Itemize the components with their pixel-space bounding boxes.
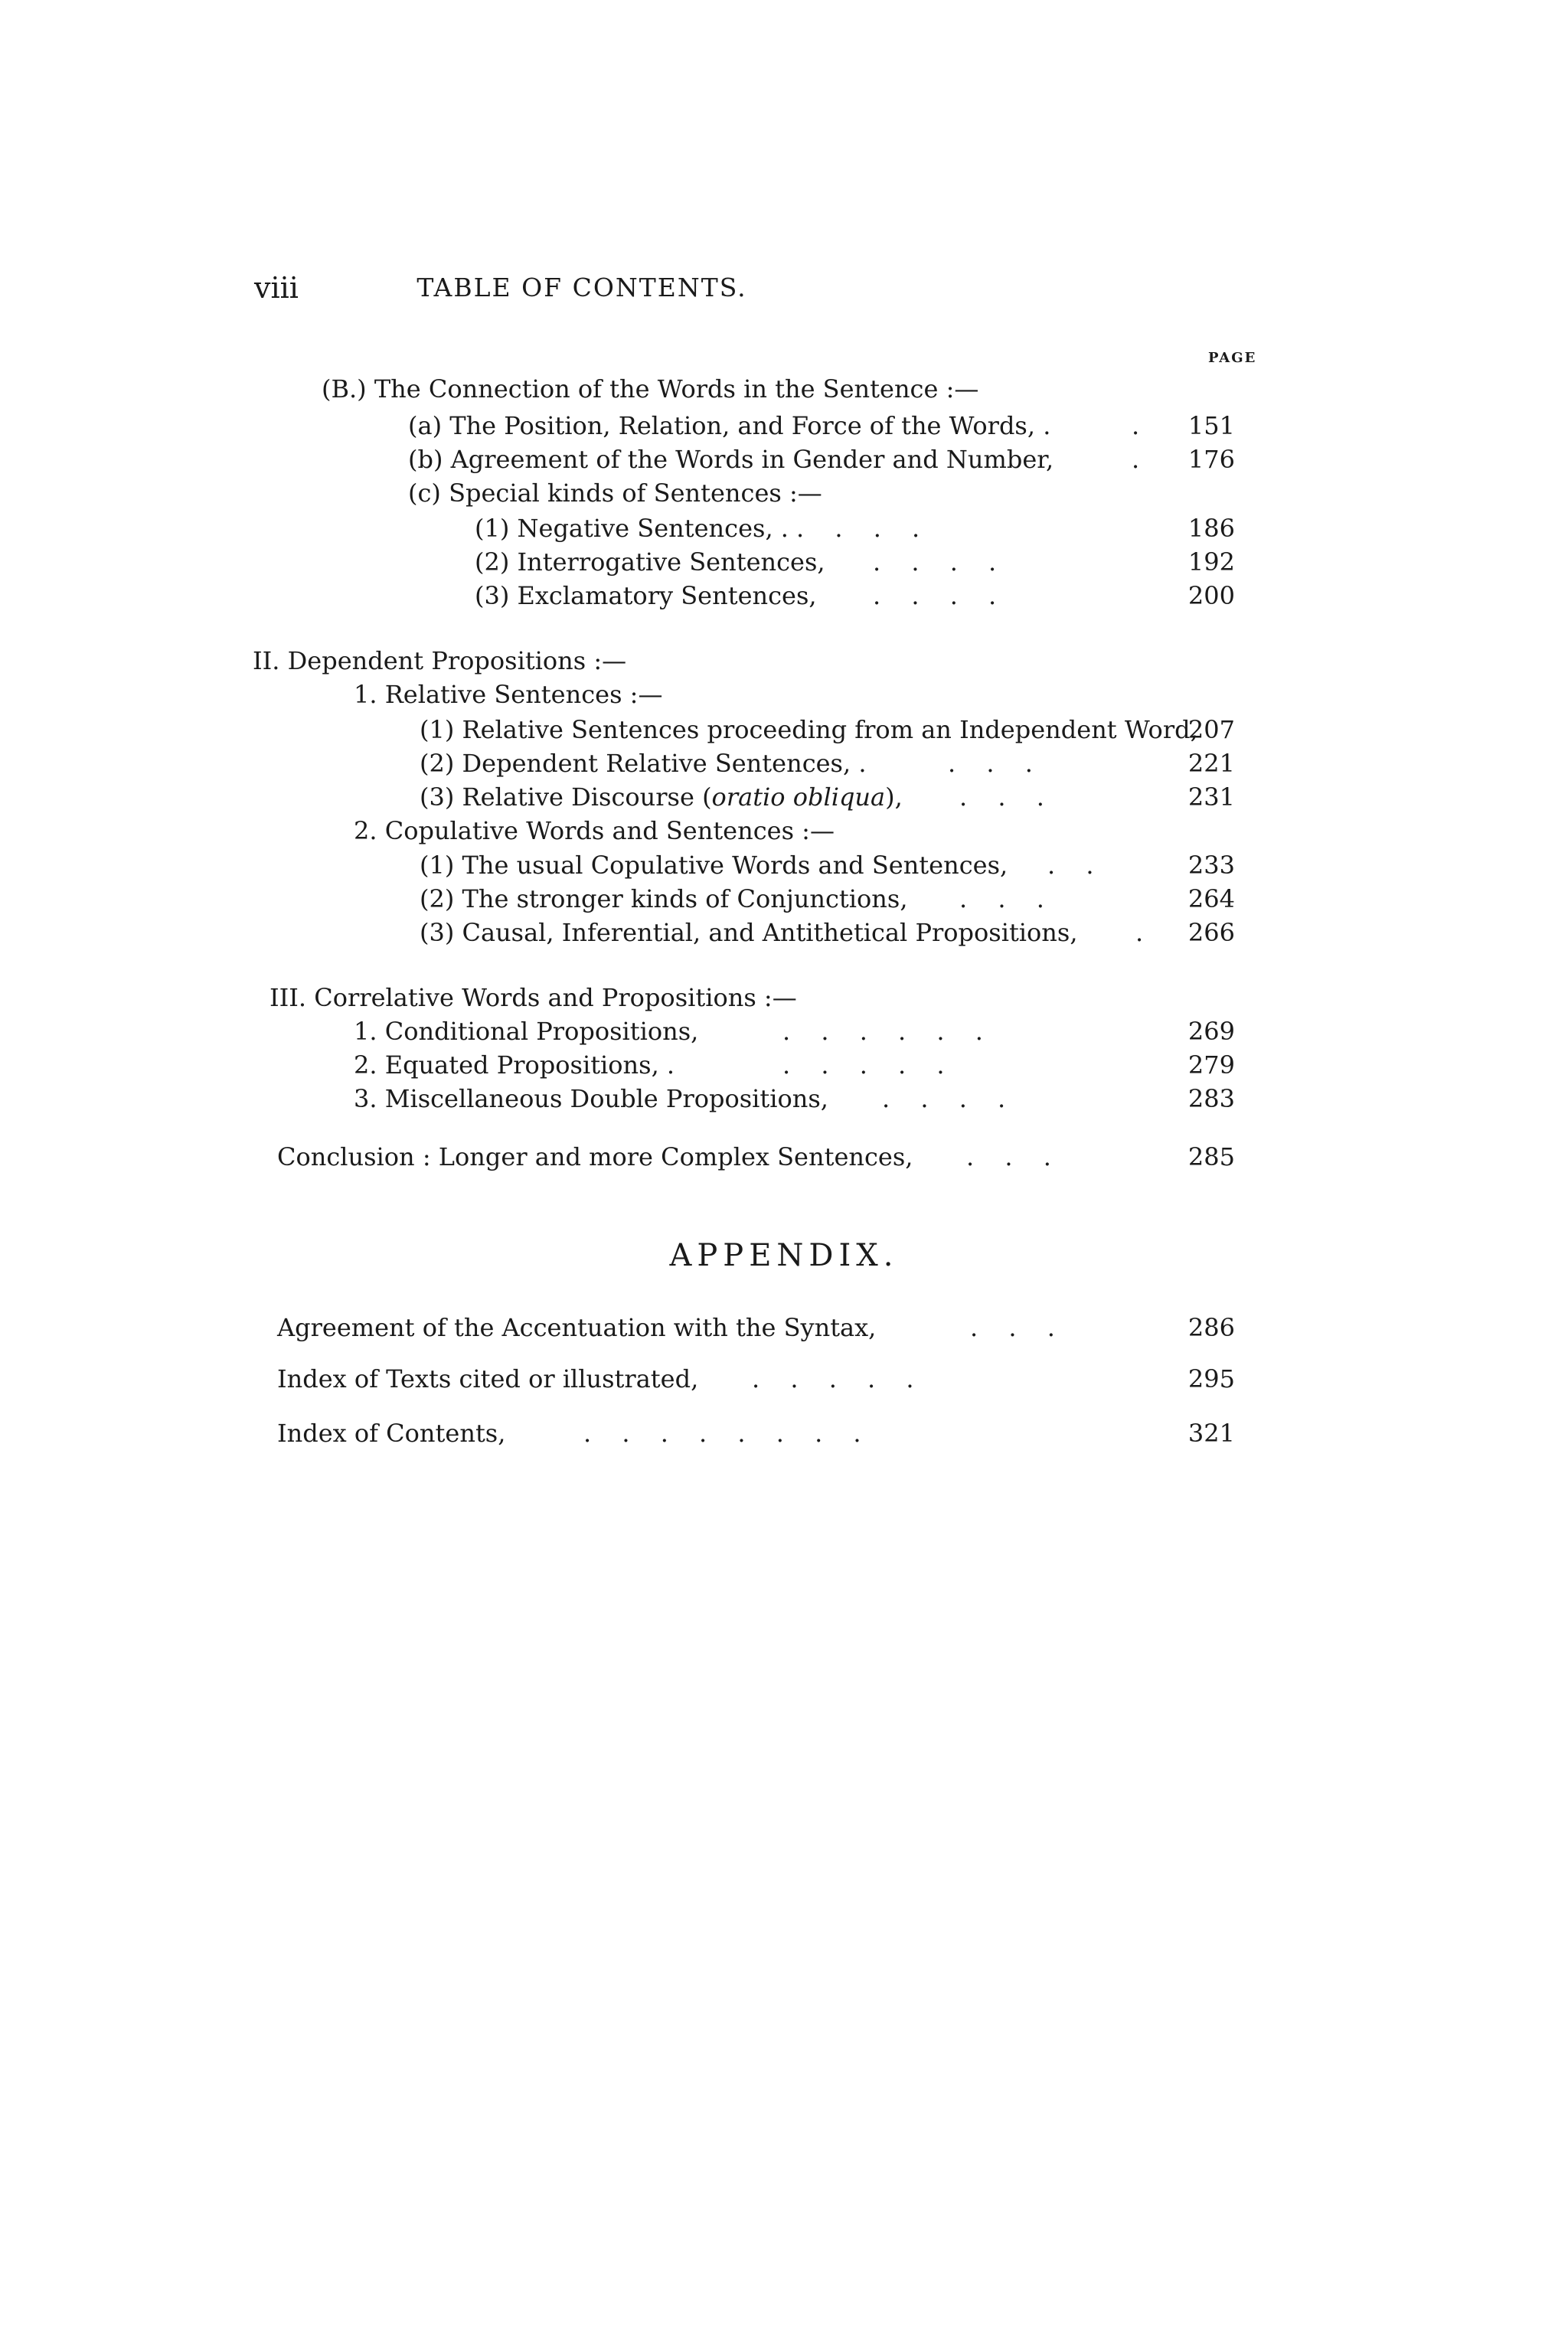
leader-dots: . . . . bbox=[796, 514, 920, 543]
leader-dots: . . . bbox=[959, 782, 1044, 812]
leader-dots: . bbox=[1132, 445, 1140, 474]
entry-page: 321 bbox=[1187, 1419, 1235, 1448]
entry-label: (a) The Position, Relation, and Force of the Words, . bbox=[408, 411, 1051, 440]
entry-label: 2. Equated Propositions, . bbox=[354, 1050, 675, 1080]
entry-label: II. Dependent Propositions :— bbox=[253, 646, 627, 675]
entry-page: 279 bbox=[1187, 1050, 1235, 1080]
entry-page: 283 bbox=[1187, 1084, 1235, 1113]
entry-label: (3) Relative Discourse (oratio obliqua), bbox=[420, 782, 903, 812]
entry-label: (1) Relative Sentences proceeding from an Independent Word, bbox=[420, 715, 1198, 744]
leader-dots: . . . bbox=[959, 884, 1044, 913]
entry-page: 186 bbox=[1187, 514, 1235, 543]
leader-dots: . . . . bbox=[873, 547, 997, 577]
entry-label: (1) Negative Sentences, . bbox=[475, 514, 789, 543]
entry-page: 231 bbox=[1187, 782, 1235, 812]
entry-label: (B.) The Connection of the Words in the Sentence :— bbox=[322, 374, 979, 403]
page-number: viii bbox=[254, 271, 299, 305]
entry-label: (1) The usual Copulative Words and Sentences, bbox=[420, 851, 1008, 880]
leader-dots: . . . . . . bbox=[782, 1017, 983, 1046]
entry-page: 266 bbox=[1187, 918, 1235, 947]
entry-page: 176 bbox=[1187, 445, 1235, 474]
entry-page: 192 bbox=[1187, 547, 1235, 577]
leader-dots: . . . bbox=[948, 749, 1033, 778]
leader-dots: . . . . . bbox=[752, 1364, 914, 1393]
entry-label: (b) Agreement of the Words in Gender and Number, bbox=[408, 445, 1054, 474]
entry-label: 2. Copulative Words and Sentences :— bbox=[354, 816, 835, 845]
leader-dots: . . . bbox=[966, 1142, 1051, 1171]
entry-page: 269 bbox=[1187, 1017, 1235, 1046]
entry-label: Index of Texts cited or illustrated, bbox=[277, 1364, 699, 1393]
entry-label: 1. Conditional Propositions, bbox=[354, 1017, 699, 1046]
leader-dots: . . . . . . . . bbox=[583, 1419, 861, 1448]
entry-page: 151 bbox=[1187, 411, 1235, 440]
appendix-title: APPENDIX. bbox=[669, 1238, 899, 1273]
entry-label: Index of Contents, bbox=[277, 1419, 506, 1448]
entry-label: (3) Exclamatory Sentences, bbox=[475, 581, 817, 610]
entry-label: 3. Miscellaneous Double Propositions, bbox=[354, 1084, 828, 1113]
entry-page: 200 bbox=[1187, 581, 1235, 610]
leader-dots: . bbox=[1132, 411, 1140, 440]
leader-dots: . . . . . bbox=[782, 1050, 945, 1080]
entry-label: (3) Causal, Inferential, and Antithetical Propositions, bbox=[420, 918, 1078, 947]
leader-dots: . . bbox=[1047, 851, 1094, 880]
entry-label: (c) Special kinds of Sentences :— bbox=[408, 479, 822, 508]
running-title: TABLE OF CONTENTS. bbox=[416, 273, 747, 302]
page-column-label: PAGE bbox=[1208, 350, 1257, 366]
entry-page: 286 bbox=[1187, 1313, 1235, 1342]
leader-dots: . . . . bbox=[882, 1084, 1006, 1113]
entry-page: 221 bbox=[1187, 749, 1235, 778]
entry-label: (2) Interrogative Sentences, bbox=[475, 547, 825, 577]
entry-label: Agreement of the Accentuation with the Syntax, bbox=[277, 1313, 877, 1342]
entry-page: 264 bbox=[1187, 884, 1235, 913]
entry-page: 233 bbox=[1187, 851, 1235, 880]
entry-page: 207 bbox=[1187, 715, 1235, 744]
entry-label: Conclusion : Longer and more Complex Sentences, bbox=[277, 1142, 913, 1171]
entry-label: III. Correlative Words and Propositions :— bbox=[270, 983, 797, 1012]
entry-page: 285 bbox=[1187, 1142, 1235, 1171]
leader-dots: . bbox=[1135, 918, 1144, 947]
leader-dots: . . . bbox=[970, 1313, 1055, 1342]
entry-label: 1. Relative Sentences :— bbox=[354, 680, 663, 709]
entry-label: (2) Dependent Relative Sentences, . bbox=[420, 749, 867, 778]
entry-page: 295 bbox=[1187, 1364, 1235, 1393]
italic-phrase: oratio obliqua bbox=[711, 782, 886, 812]
entry-label: (2) The stronger kinds of Conjunctions, bbox=[420, 884, 908, 913]
leader-dots: . . . . bbox=[873, 581, 997, 610]
